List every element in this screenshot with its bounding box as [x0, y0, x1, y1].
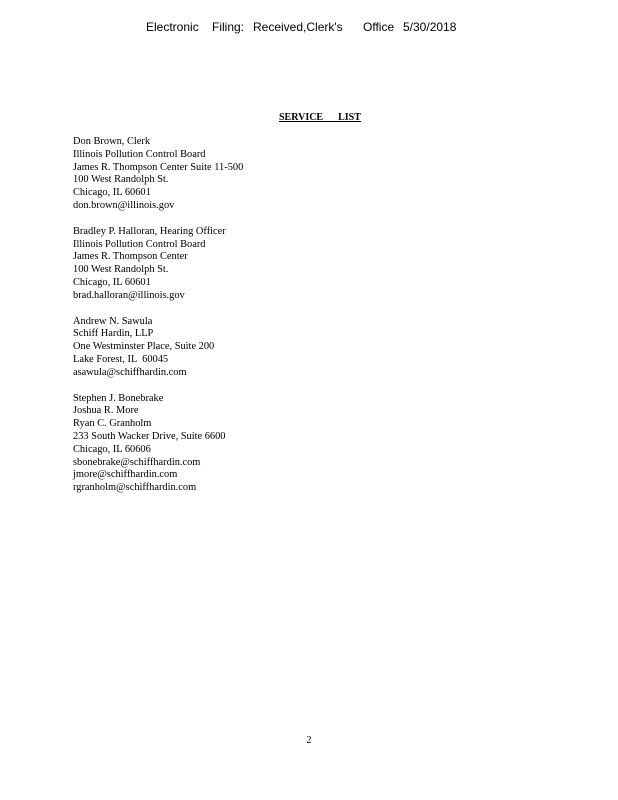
recipient-line: Chicago, IL 60606 [73, 443, 151, 455]
recipient-line: James R. Thompson Center [73, 251, 188, 263]
recipient-line: 100 West Randolph St. [73, 264, 169, 276]
recipient-line: 100 West Randolph St. [73, 174, 169, 186]
recipient-email: jmore@schiffhardin.com [73, 469, 178, 481]
stamp-received-clerks: Received,Clerk's [253, 20, 343, 34]
service-list [73, 136, 243, 508]
stamp-electronic: Electronic [146, 20, 199, 34]
recipient-email: don.brown@illinois.gov [73, 199, 175, 211]
recipient-name: Bradley P. Halloran, Hearing Officer [73, 225, 226, 237]
recipient-line: Lake Forest, IL 60045 [73, 353, 169, 365]
page-number: 2 [306, 735, 312, 746]
recipient-line: Illinois Pollution Control Board [73, 148, 206, 160]
recipient-line: Illinois Pollution Control Board [73, 238, 206, 250]
recipient-line: Schiff Hardin, LLP [73, 328, 154, 340]
recipient-email: sbonebrake@schiffhardin.com [73, 456, 201, 468]
recipient-email: brad.halloran@illinois.gov [73, 289, 185, 301]
stamp-filing: Filing: [212, 20, 245, 34]
recipient-email: rgranholm@schiffhardin.com [73, 482, 197, 494]
recipient-line: James R. Thompson Center Suite 11-500 [73, 161, 244, 173]
recipient-line: Chicago, IL 60601 [73, 187, 151, 199]
recipient-line: Ryan C. Granholm [73, 418, 152, 430]
recipient-line: One Westminster Place, Suite 200 [73, 341, 215, 353]
service-recipient [73, 316, 243, 380]
recipient-line: Chicago, IL 60601 [73, 276, 151, 288]
stamp-date: 5/30/2018 [403, 20, 457, 34]
stamp-office: Office [363, 20, 395, 34]
recipient-name: Andrew N. Sawula [73, 315, 153, 327]
recipient-name: Don Brown, Clerk [73, 136, 151, 147]
recipient-email: asawula@schiffhardin.com [73, 366, 187, 378]
service-recipient [73, 393, 243, 495]
recipient-line: 233 South Wacker Drive, Suite 6600 [73, 430, 226, 442]
recipient-name: Stephen J. Bonebrake [73, 392, 164, 404]
recipient-line: Joshua R. More [73, 405, 139, 417]
service-list-title: SERVICE LIST [279, 112, 361, 123]
service-recipient [73, 226, 243, 303]
service-recipient [73, 136, 243, 213]
